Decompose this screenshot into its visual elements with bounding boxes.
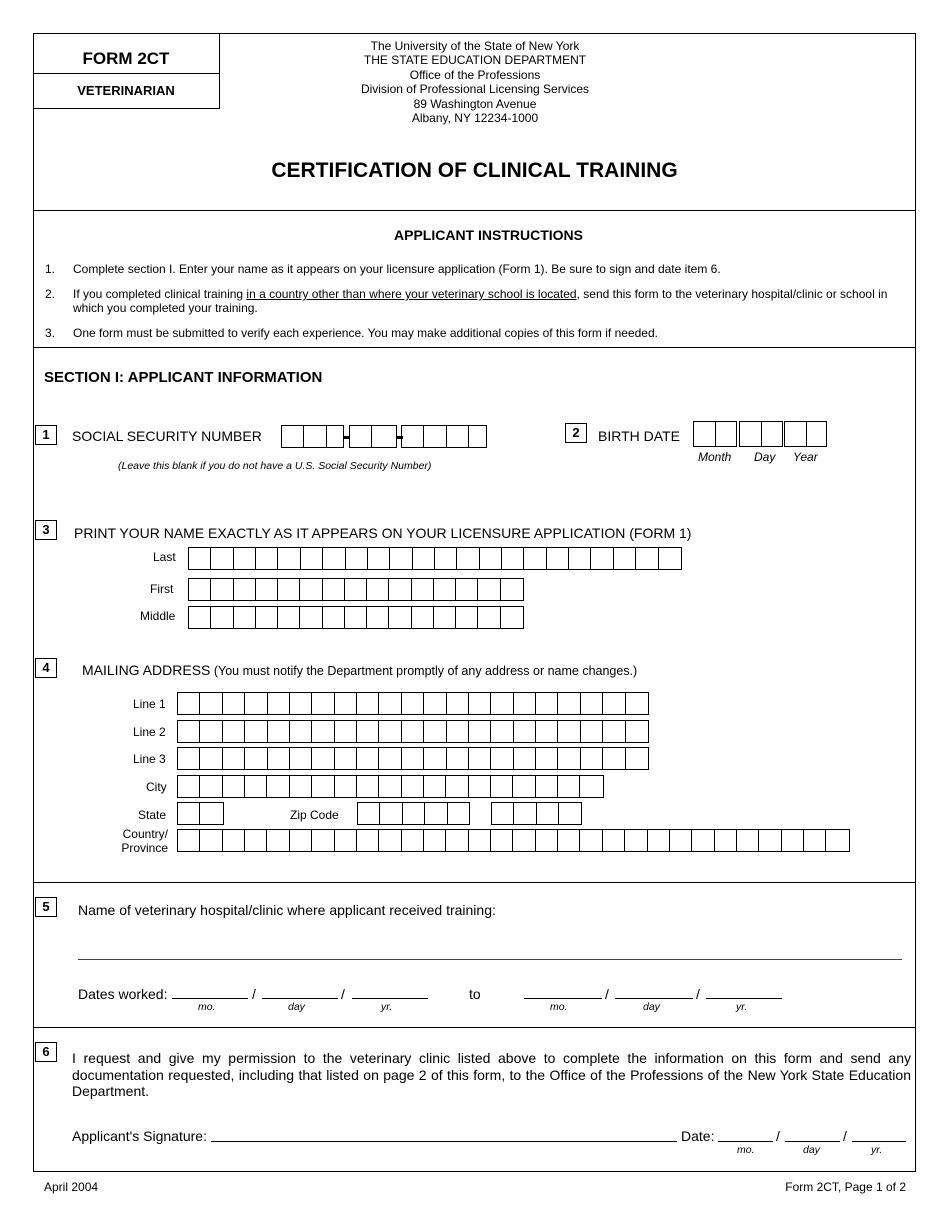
input-cell[interactable] [559,803,581,824]
input-cell[interactable] [200,803,222,824]
input-cell[interactable] [300,607,322,628]
input-cell[interactable] [514,693,536,714]
input-cell[interactable] [491,721,513,742]
input-cell[interactable] [323,607,345,628]
input-cell[interactable] [312,830,334,851]
input-cell[interactable] [245,693,267,714]
input-cell[interactable] [626,693,648,714]
agency-line: Office of the Professions [409,67,541,82]
signature-day-field[interactable] [785,1141,840,1142]
date-separator: / [341,986,345,1002]
input-cell[interactable] [626,748,648,769]
address-line1-input[interactable] [177,692,649,715]
input-cell[interactable] [245,721,267,742]
birth-year-caption: Year [793,450,818,464]
input-cell[interactable] [300,579,322,600]
input-cell[interactable] [491,693,513,714]
input-cell[interactable] [211,607,233,628]
start-year-field[interactable] [352,998,428,999]
input-cell[interactable] [537,803,559,824]
day-caption: day [643,1001,660,1013]
input-cell[interactable] [178,776,200,797]
input-cell[interactable] [234,607,256,628]
input-cell[interactable] [625,830,647,851]
instruction-text: One form must be submitted to verify each experience. You may make additional copies of this form if needed. [73,326,658,340]
item-number-badge: 4 [35,658,57,678]
input-cell[interactable] [558,776,580,797]
input-cell[interactable] [323,548,345,569]
input-cell[interactable] [737,830,759,851]
middle-name-label: Middle [140,609,176,623]
divider [33,1027,916,1028]
input-cell[interactable] [424,426,446,447]
form-id: FORM 2CT [33,33,219,74]
end-month-field[interactable] [524,998,602,999]
input-cell[interactable] [447,721,469,742]
address-label-text: MAILING ADDRESS [82,662,211,678]
footer-page: Form 2CT, Page 1 of 2 [785,1180,906,1194]
input-cell[interactable] [178,721,200,742]
input-cell[interactable] [345,579,367,600]
input-cell[interactable] [256,579,278,600]
start-month-field[interactable] [172,998,248,999]
instruction-text-part: , send this form to the veterinary hospital/clinic or school in which you completed your training. [73,287,888,315]
signature-date-label: Date: [681,1128,715,1144]
input-cell[interactable] [536,830,558,851]
input-cell[interactable] [389,607,411,628]
input-cell[interactable] [290,830,312,851]
item-number-badge: 1 [35,425,57,445]
input-cell[interactable] [501,579,523,600]
input-cell[interactable] [312,693,334,714]
input-cell[interactable] [435,548,457,569]
address-label [82,662,637,680]
input-cell[interactable] [456,607,478,628]
input-cell[interactable] [558,693,580,714]
input-cell[interactable] [178,803,200,824]
input-cell[interactable] [580,776,602,797]
input-cell[interactable] [457,548,479,569]
input-cell[interactable] [636,548,658,569]
country-province-input[interactable] [177,829,850,852]
date-separator: / [252,986,256,1002]
first-name-input[interactable] [188,578,524,601]
input-cell[interactable] [715,830,737,851]
input-cell[interactable] [357,721,379,742]
instruction-text-underlined: in a country other than where your veterinary school is located [246,287,577,301]
address-note: (You must notify the Department promptly of any address or name changes.) [210,664,638,678]
year-caption: yr. [871,1144,883,1156]
input-cell[interactable] [402,776,424,797]
address-line2-input[interactable] [177,720,649,743]
input-cell[interactable] [402,830,424,851]
divider [33,882,916,883]
input-cell[interactable] [278,607,300,628]
address-line1-label: Line 1 [133,697,166,711]
input-cell[interactable] [357,693,379,714]
input-cell[interactable] [290,721,312,742]
input-cell[interactable] [304,426,326,447]
month-caption: mo. [550,1001,568,1013]
day-caption: day [288,1001,305,1013]
input-cell[interactable] [558,748,580,769]
input-cell[interactable] [278,548,300,569]
input-cell[interactable] [514,803,536,824]
ssn-label: SOCIAL SECURITY NUMBER [72,428,262,444]
input-cell[interactable] [412,607,434,628]
input-cell[interactable] [424,693,446,714]
input-cell[interactable] [335,830,357,851]
input-cell[interactable] [256,548,278,569]
input-cell[interactable] [200,693,222,714]
input-cell[interactable] [223,721,245,742]
birth-day-input[interactable] [739,421,783,447]
instruction-text: Complete section I. Enter your name as it appears on your licensure application (Form 1). Be sure to sign and date item 6. [73,262,721,276]
input-cell[interactable] [312,748,334,769]
input-cell[interactable] [367,607,389,628]
agency-line: Division of Professional Licensing Services [360,82,590,97]
input-cell[interactable] [448,803,470,824]
input-cell[interactable] [536,776,558,797]
birth-day-caption: Day [754,450,776,464]
input-cell[interactable] [759,830,781,851]
input-cell[interactable] [200,830,222,851]
input-cell[interactable] [189,607,211,628]
city-input[interactable] [177,775,604,798]
ssn-input[interactable] [281,425,344,448]
month-caption: mo. [737,1144,755,1156]
input-cell[interactable] [335,748,357,769]
signature-label: Applicant's Signature: [72,1128,207,1144]
agency-line: 89 Washington Avenue [413,96,537,111]
input-cell[interactable] [267,830,289,851]
input-cell[interactable] [312,721,334,742]
day-caption: day [803,1144,820,1156]
form-id-box [33,33,220,109]
input-cell[interactable] [434,579,456,600]
input-cell[interactable] [379,830,401,851]
input-cell[interactable] [402,748,424,769]
input-cell[interactable] [740,422,762,446]
input-cell[interactable] [245,748,267,769]
section-heading: SECTION I: APPLICANT INFORMATION [44,369,323,386]
address-line3-label: Line 3 [133,752,166,766]
item-number-badge: 3 [35,520,57,540]
input-cell[interactable] [372,426,394,447]
date-separator: / [605,986,609,1002]
month-caption: mo. [198,1001,216,1013]
input-cell[interactable] [469,426,491,447]
input-cell[interactable] [282,426,304,447]
input-cell[interactable] [424,830,446,851]
input-cell[interactable] [569,548,591,569]
input-cell[interactable] [558,830,580,851]
clinic-name-field[interactable] [78,959,902,960]
profession-label: VETERINARIAN [77,83,175,98]
name-instruction-label: PRINT YOUR NAME EXACTLY AS IT APPEARS ON YOUR LICENSURE APPLICATION (FORM 1) [74,525,692,541]
last-name-input[interactable] [188,547,682,570]
input-cell[interactable] [245,830,267,851]
dates-worked-label: Dates worked: [78,986,168,1002]
input-cell[interactable] [290,776,312,797]
input-cell[interactable] [389,579,411,600]
agency-address [300,39,650,125]
state-input[interactable] [177,802,224,825]
input-cell[interactable] [379,693,401,714]
input-cell[interactable] [357,748,379,769]
input-cell[interactable] [268,748,290,769]
middle-name-input[interactable] [188,606,524,629]
input-cell[interactable] [513,776,535,797]
date-separator: / [696,986,700,1002]
input-cell[interactable] [346,548,368,569]
year-caption: yr. [736,1001,748,1013]
input-cell[interactable] [335,693,357,714]
permission-statement: I request and give my permission to the veterinary clinic listed above to complete the information on this form and send any documentation requested, including that listed on page 2 of this form, to the Office of the Professions of the New York State Education Department. [72,1050,911,1099]
item-number-badge: 2 [565,423,587,443]
input-cell[interactable] [785,422,807,446]
input-cell[interactable] [581,748,603,769]
birth-month-input[interactable] [693,421,737,447]
input-cell[interactable] [434,607,456,628]
birth-year-input[interactable] [784,421,827,447]
input-cell[interactable] [648,830,670,851]
birth-month-caption: Month [698,450,732,464]
instruction-text [73,287,913,315]
input-cell[interactable] [200,748,222,769]
input-cell[interactable] [469,693,491,714]
input-cell[interactable] [200,776,222,797]
start-day-field[interactable] [262,998,338,999]
zip-extension-input[interactable] [491,802,582,825]
input-cell[interactable] [345,607,367,628]
divider [33,347,916,348]
ssn-input[interactable] [349,425,397,448]
input-cell[interactable] [424,721,446,742]
input-cell[interactable] [390,548,412,569]
input-cell[interactable] [403,803,425,824]
instructions-heading: APPLICANT INSTRUCTIONS [394,227,583,243]
input-cell[interactable] [807,422,829,446]
input-cell[interactable] [402,426,424,447]
input-cell[interactable] [782,830,804,851]
input-cell[interactable] [357,776,379,797]
input-cell[interactable] [379,748,401,769]
input-cell[interactable] [603,748,625,769]
instruction-number: 3. [45,326,56,340]
address-line3-input[interactable] [177,747,649,770]
signature-field[interactable] [211,1141,677,1142]
input-cell[interactable] [762,422,784,446]
input-cell[interactable] [234,548,256,569]
input-cell[interactable] [335,776,357,797]
input-cell[interactable] [446,830,468,851]
input-cell[interactable] [211,548,233,569]
input-cell[interactable] [290,748,312,769]
input-cell[interactable] [413,548,435,569]
birth-date-label: BIRTH DATE [598,428,680,444]
input-cell[interactable] [536,748,558,769]
input-cell[interactable] [478,607,500,628]
instruction-number: 2. [45,287,56,301]
ssn-note: (Leave this blank if you do not have a U.S. Social Security Number) [118,460,432,472]
address-line2-label: Line 2 [133,725,166,739]
country-province-label [120,827,168,855]
input-cell[interactable] [614,548,636,569]
input-cell[interactable] [456,579,478,600]
date-separator: / [776,1128,780,1144]
input-cell[interactable] [178,693,200,714]
signature-month-field[interactable] [718,1141,773,1142]
input-cell[interactable] [547,548,569,569]
instruction-text-part: If you completed clinical training [73,287,247,301]
date-separator: / [843,1128,847,1144]
last-name-label: Last [153,550,176,564]
input-cell[interactable] [380,803,402,824]
input-cell[interactable] [379,721,401,742]
input-cell[interactable] [491,748,513,769]
input-cell[interactable] [826,830,848,851]
input-cell[interactable] [524,548,546,569]
first-name-label: First [150,582,174,596]
input-cell[interactable] [491,830,513,851]
divider [33,210,916,211]
input-cell[interactable] [357,830,379,851]
input-cell[interactable] [558,721,580,742]
input-cell[interactable] [211,579,233,600]
zip-code-label: Zip Code [290,808,339,822]
input-cell[interactable] [268,721,290,742]
zip-code-input[interactable] [357,802,470,825]
input-cell[interactable] [178,830,200,851]
input-cell[interactable] [256,607,278,628]
input-cell[interactable] [223,693,245,714]
input-cell[interactable] [603,830,625,851]
input-cell[interactable] [223,830,245,851]
input-cell[interactable] [323,579,345,600]
input-cell[interactable] [469,830,491,851]
input-cell[interactable] [603,721,625,742]
input-cell[interactable] [447,748,469,769]
input-cell[interactable] [312,776,334,797]
input-cell[interactable] [223,748,245,769]
agency-line: THE STATE EDUCATION DEPARTMENT [363,53,587,68]
input-cell[interactable] [502,548,524,569]
input-cell[interactable] [626,721,648,742]
input-cell[interactable] [290,693,312,714]
input-cell[interactable] [424,748,446,769]
item-number-badge: 5 [35,897,57,917]
input-cell[interactable] [350,426,372,447]
input-cell[interactable] [501,607,523,628]
input-cell[interactable] [591,548,613,569]
input-cell[interactable] [223,776,245,797]
input-cell[interactable] [491,776,513,797]
input-cell[interactable] [335,721,357,742]
input-cell[interactable] [492,803,514,824]
input-cell[interactable] [278,579,300,600]
input-cell[interactable] [478,579,500,600]
input-cell[interactable] [603,693,625,714]
input-cell[interactable] [692,830,714,851]
input-cell[interactable] [580,830,602,851]
input-cell[interactable] [189,579,211,600]
input-cell[interactable] [670,830,692,851]
input-cell[interactable] [659,548,681,569]
input-cell[interactable] [447,426,469,447]
signature-year-field[interactable] [852,1141,906,1142]
input-cell[interactable] [694,422,716,446]
input-cell[interactable] [469,721,491,742]
input-cell[interactable] [367,579,389,600]
input-cell[interactable] [379,776,401,797]
input-cell[interactable] [581,721,603,742]
input-cell[interactable] [536,693,558,714]
country-label: Country/ [122,827,168,841]
input-cell[interactable] [536,721,558,742]
input-cell[interactable] [581,693,603,714]
input-cell[interactable] [469,776,491,797]
input-cell[interactable] [716,422,738,446]
end-day-field[interactable] [615,998,693,999]
input-cell[interactable] [267,776,289,797]
item-number-badge: 6 [35,1042,57,1062]
input-cell[interactable] [245,776,267,797]
input-cell[interactable] [446,776,468,797]
city-label: City [146,780,167,794]
to-label: to [469,986,481,1002]
input-cell[interactable] [469,748,491,769]
input-cell[interactable] [358,803,380,824]
input-cell[interactable] [480,548,502,569]
input-cell[interactable] [368,548,390,569]
input-cell[interactable] [268,693,290,714]
ssn-input[interactable] [401,425,487,448]
end-year-field[interactable] [706,998,782,999]
input-cell[interactable] [513,830,535,851]
input-cell[interactable] [425,803,447,824]
input-cell[interactable] [402,721,424,742]
input-cell[interactable] [412,579,434,600]
agency-line: Albany, NY 12234-1000 [411,111,539,126]
input-cell[interactable] [514,721,536,742]
province-label: Province [121,841,168,855]
input-cell[interactable] [178,748,200,769]
input-cell[interactable] [424,776,446,797]
instruction-number: 1. [45,262,56,276]
input-cell[interactable] [200,721,222,742]
input-cell[interactable] [234,579,256,600]
footer-date: April 2004 [44,1180,99,1194]
input-cell[interactable] [804,830,826,851]
form-title: CERTIFICATION OF CLINICAL TRAINING [271,159,678,182]
input-cell[interactable] [402,693,424,714]
input-cell[interactable] [189,548,211,569]
input-cell[interactable] [514,748,536,769]
input-cell[interactable] [447,693,469,714]
clinic-name-label: Name of veterinary hospital/clinic where applicant received training: [78,902,496,918]
agency-line: The University of the State of New York [370,39,580,53]
state-label: State [138,808,167,822]
input-cell[interactable] [301,548,323,569]
year-caption: yr. [381,1001,393,1013]
